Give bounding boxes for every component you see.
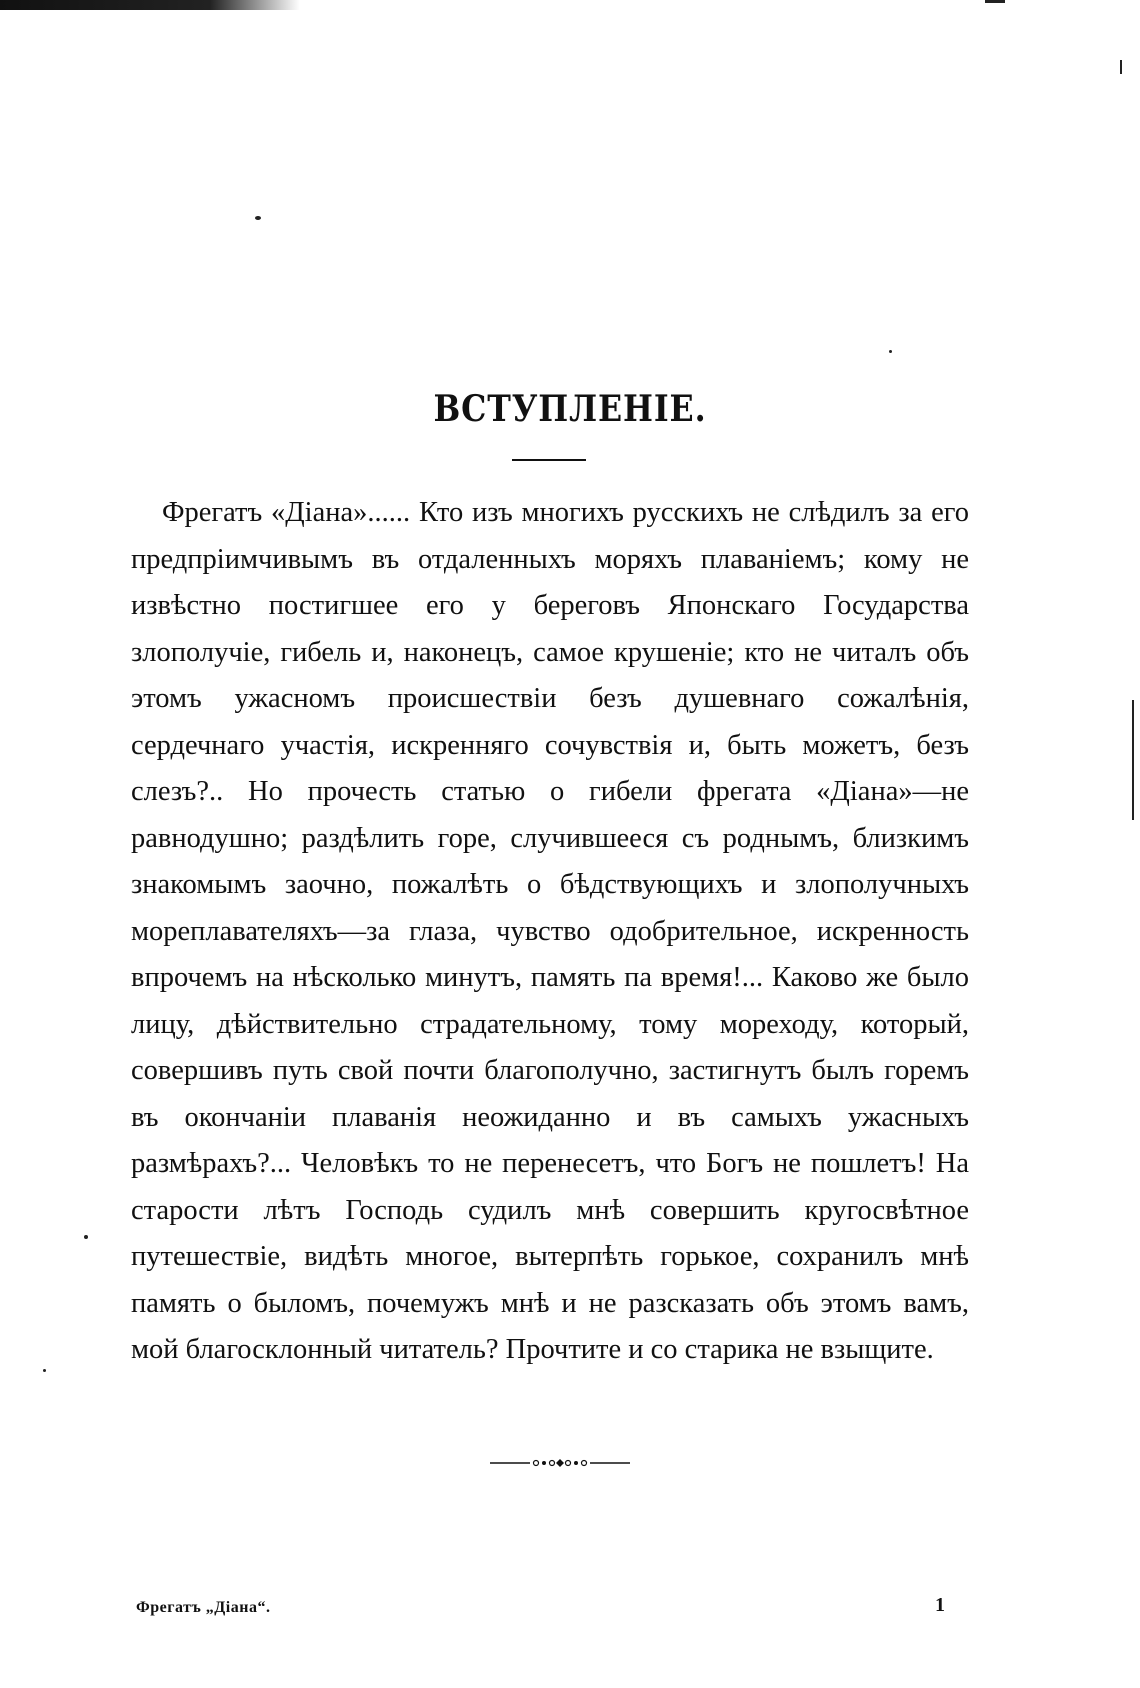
scan-speck <box>84 1235 88 1239</box>
scan-speck <box>889 350 892 353</box>
scan-speck <box>985 0 1005 3</box>
page-title: ВСТУПЛЕНІЕ. <box>433 388 707 430</box>
scan-speck <box>1132 700 1134 820</box>
ornament-divider <box>490 1456 630 1470</box>
footer-signature: Фрегатъ „Діана“. <box>136 1599 271 1616</box>
page-number: 1 <box>935 1594 945 1616</box>
scan-speck <box>1120 60 1122 74</box>
title-divider <box>512 459 586 461</box>
scan-speck <box>43 1369 46 1372</box>
scan-speck <box>255 216 261 220</box>
body-paragraph: Фрегатъ «Діана»...... Кто изъ многихъ русскихъ не слѣдилъ за его предпріимчивымъ въ отдаленныхъ моряхъ плаваніемъ; кому не извѣстно постигшее его у береговъ Японскаго Государства злополучіе, гибель и, наконецъ, самое крушеніе; кто не читалъ объ этомъ ужасномъ происшествіи безъ душевнаго сожалѣнія, сердечнаго участія, искренняго сочувствія и, быть можетъ, безъ слезъ?.. Но прочесть статью о гибели фрегата «Діана»—не равнодушно; раздѣлить горе, случившееся съ роднымъ, близкимъ знакомымъ заочно, пожалѣть о бѣдствующихъ и злополучныхъ мореплавателяхъ—за глаза, чувство одобрительное, искренность впрочемъ на нѣсколько минутъ, память па время!... Каково же было лицу, дѣйствительно страдательному, тому мореходу, который, совершивъ путь свой почти благополучно, застигнутъ былъ горемъ въ окончаніи плаванія неожиданно и въ самыхъ ужасныхъ размѣрахъ?... Человѣкъ то не перенесетъ, что Богъ не пошлетъ! На старости лѣтъ Господь судилъ мнѣ совершить кругосвѣтное путешествіе, видѣть многое, вытерпѣть горькое, сохранилъ мнѣ память о быломъ, почемужъ мнѣ и не разсказать объ этомъ вамъ, мой благосклонный читатель? Прочтите и со старика не взыщите. <box>131 497 969 1365</box>
page-edge-shadow <box>0 0 300 10</box>
